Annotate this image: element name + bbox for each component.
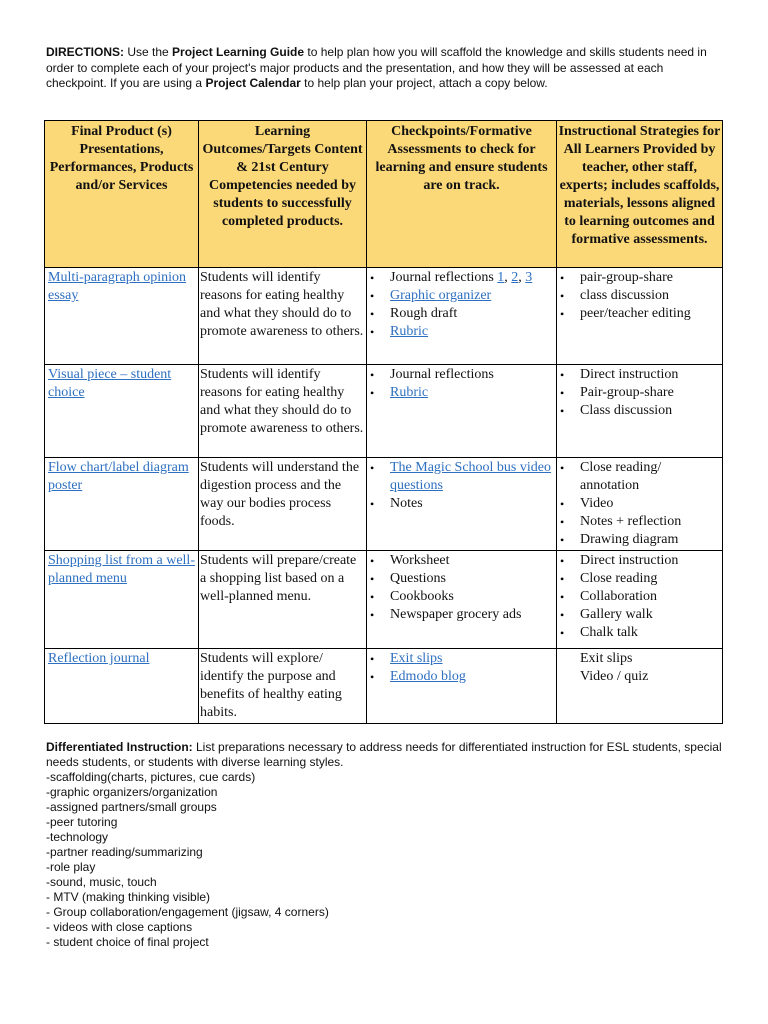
header-learning-outcomes: Learning Outcomes/Targets Content & 21st Century Competencies needed by students to successfully completed products. bbox=[199, 121, 367, 268]
outcome-cell: Students will explore/ identify the purpose and benefits of healthy eating habits. bbox=[199, 649, 367, 724]
outcome-cell: Students will identify reasons for eating healthy and what they should do to promote awareness to others. bbox=[199, 268, 367, 365]
differentiated-label: Differentiated Instruction: bbox=[46, 740, 193, 754]
list-item: • class discussion bbox=[558, 287, 721, 305]
directions-text: to help plan your project, attach a copy below. bbox=[300, 76, 548, 90]
list-item: - student choice of final project bbox=[46, 935, 209, 949]
list-item bbox=[368, 287, 555, 305]
list-item: • Pair-group-share bbox=[558, 384, 721, 402]
strategy-text: Video / quiz bbox=[580, 669, 649, 684]
outcome-cell: Students will identify reasons for eating healthy and what they should do to promote awareness to others. bbox=[199, 365, 367, 458]
product-link-shopping-list[interactable]: Shopping list from a well-planned menu bbox=[48, 553, 195, 586]
checkpoint-list bbox=[368, 269, 555, 341]
list-item bbox=[368, 384, 555, 402]
list-item: • Notes bbox=[368, 495, 555, 513]
edmodo-blog-link[interactable]: Edmodo blog bbox=[390, 669, 466, 684]
outcome-cell: Students will understand the digestion process and the way our bodies process foods. bbox=[199, 458, 367, 551]
header-checkpoints: Checkpoints/Formative Assessments to check for learning and ensure students are on track. bbox=[367, 121, 557, 268]
journal-link-2[interactable]: 2 bbox=[511, 270, 519, 285]
list-item: -assigned partners/small groups bbox=[46, 800, 217, 814]
table-row bbox=[45, 365, 723, 458]
strategy-text: Exit slips bbox=[580, 651, 633, 666]
list-item: • Video bbox=[558, 495, 721, 513]
directions-paragraph bbox=[46, 45, 726, 92]
table-row bbox=[45, 551, 723, 649]
directions-text: Use the bbox=[124, 45, 173, 59]
checkpoint-list bbox=[368, 650, 555, 686]
list-item: • Journal reflections 1, 2, 3 bbox=[368, 269, 555, 287]
exit-slips-link[interactable]: Exit slips bbox=[390, 651, 443, 666]
list-item bbox=[368, 459, 555, 495]
journal-link-1[interactable]: 1 bbox=[497, 270, 505, 285]
table-row bbox=[45, 649, 723, 724]
list-item: -partner reading/summarizing bbox=[46, 845, 203, 859]
list-item: - MTV (making thinking visible) bbox=[46, 890, 211, 904]
list-item: • pair-group-share bbox=[558, 269, 721, 287]
differentiated-instruction-section bbox=[46, 740, 736, 950]
list-item: - videos with close captions bbox=[46, 920, 193, 934]
product-link-reflection-journal[interactable]: Reflection journal bbox=[48, 651, 150, 666]
checkpoint-list bbox=[368, 459, 555, 513]
checkpoint-text: Journal reflections bbox=[390, 270, 494, 285]
list-item: • Close reading bbox=[558, 570, 721, 588]
list-item: • peer/teacher editing bbox=[558, 305, 721, 323]
list-item: • Close reading/ annotation bbox=[558, 459, 721, 495]
product-link-visual[interactable]: Visual piece – student choice bbox=[48, 367, 172, 400]
header-final-product: Final Product (s) Presentations, Performances, Products and/or Services bbox=[45, 121, 199, 268]
magic-school-bus-link[interactable]: The Magic School bus video questions bbox=[390, 460, 551, 493]
project-learning-guide-term: Project Learning Guide bbox=[172, 45, 305, 59]
list-item: • Rough draft bbox=[368, 305, 555, 323]
differentiated-intro-text: List preparations necessary to address needs for differentiated instruction for ESL students, special needs students, or students with diverse learning styles. bbox=[46, 740, 722, 769]
list-item: -graphic organizers/organization bbox=[46, 785, 218, 799]
list-item: • Worksheet bbox=[368, 552, 555, 570]
table-row bbox=[45, 268, 723, 365]
list-item: • Questions bbox=[368, 570, 555, 588]
outcome-cell: Students will prepare/create a shopping list based on a well-planned menu. bbox=[199, 551, 367, 649]
table-header-row bbox=[45, 121, 723, 268]
list-item bbox=[368, 650, 555, 668]
list-item: • Newspaper grocery ads bbox=[368, 606, 555, 624]
checkpoint-list bbox=[368, 366, 555, 402]
list-item: • Direct instruction bbox=[558, 366, 721, 384]
list-item: • Cookbooks bbox=[368, 588, 555, 606]
strategy-list bbox=[558, 269, 721, 323]
list-item: • Class discussion bbox=[558, 402, 721, 420]
list-item bbox=[368, 668, 555, 686]
project-learning-table bbox=[44, 120, 723, 724]
list-item: • Notes + reflection bbox=[558, 513, 721, 531]
checkpoint-list bbox=[368, 552, 555, 624]
list-item: -sound, music, touch bbox=[46, 875, 157, 889]
rubric-link[interactable]: Rubric bbox=[390, 324, 429, 339]
directions-text: to help plan how you will scaffold the knowledge and skills students need in order to complete each of your project's major products and the presentation, and how they will be assessed at each checkpoint. If you are using a bbox=[46, 45, 707, 90]
product-link-flow-chart[interactable]: Flow chart/label diagram poster bbox=[48, 460, 189, 493]
strategy-list bbox=[558, 366, 721, 420]
product-link-essay[interactable]: Multi-paragraph opinion essay bbox=[48, 270, 187, 303]
journal-link-3[interactable]: 3 bbox=[525, 270, 533, 285]
list-item: • Journal reflections bbox=[368, 366, 555, 384]
list-item: • Collaboration bbox=[558, 588, 721, 606]
list-item: -peer tutoring bbox=[46, 815, 118, 829]
strategy-list bbox=[558, 459, 721, 549]
strategy-list bbox=[558, 552, 721, 642]
list-item: • Drawing diagram bbox=[558, 531, 721, 549]
directions-label: DIRECTIONS: bbox=[46, 45, 124, 59]
list-item: -role play bbox=[46, 860, 96, 874]
graphic-organizer-link[interactable]: Graphic organizer bbox=[390, 288, 492, 303]
list-item: • Gallery walk bbox=[558, 606, 721, 624]
list-item bbox=[368, 323, 555, 341]
list-item: • Direct instruction bbox=[558, 552, 721, 570]
list-item: -scaffolding(charts, pictures, cue cards) bbox=[46, 770, 256, 784]
table-row bbox=[45, 458, 723, 551]
list-item: - Group collaboration/engagement (jigsaw, 4 corners) bbox=[46, 905, 329, 919]
rubric-link[interactable]: Rubric bbox=[390, 385, 429, 400]
list-item: -technology bbox=[46, 830, 109, 844]
list-item: • Chalk talk bbox=[558, 624, 721, 642]
header-instructional-strategies: Instructional Strategies for All Learners Provided by teacher, other staff, experts; includes scaffolds, materials, lessons aligned to learning outcomes and formative assessments. bbox=[557, 121, 723, 268]
differentiated-intro bbox=[46, 740, 736, 770]
project-calendar-term: Project Calendar bbox=[205, 76, 301, 90]
